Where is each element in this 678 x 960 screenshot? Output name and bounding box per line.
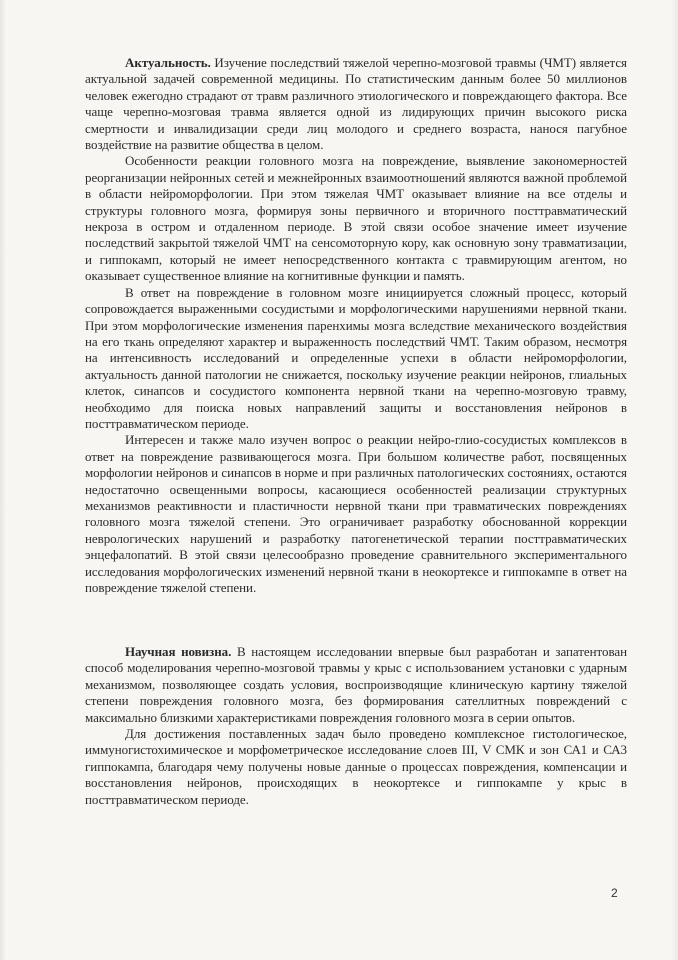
scan-right-edge [671,0,678,960]
section-heading-novelty: Научная новизна. [125,644,232,659]
paragraph-neuro-glio-vascular: Интересен и также мало изучен вопрос о реакции нейро-глио-сосудистых комплексов в ответ на повреждение развивающегося мозга. При большом количестве работ, посвященных морфологии нейронов и синапсов в норме и при различных патологических состояниях, остаются недостаточно освещенными вопросы, касающиеся особенностей реализации структурных механизмов реактивности и пластичности нервной ткани при травматических повреждениях головного мозга тяжелой степени. Это ограничивает разработку обоснованной коррекции неврологических нарушений и разработку патогенетической терапии посттравматических энцефалопатий. В этой связи целесообразно проведение сравнительного экспериментального исследования морфологических изменений нервной ткани в неокортексе и гиппокампе в ответ на повреждение тяжелой степени. [85,432,627,595]
section-novelty [85,644,627,808]
paragraph-brain-reaction: Особенности реакции головного мозга на повреждение, выявление закономерностей реорганизации нейронных сетей и межнейронных взаимоотношений являются важной проблемой в области нейроморфологии. При этом тяжелая ЧМТ оказывает влияние на все отделы и структуры головного мозга, формируя зоны первичного и вторичного посттравматический некроза в остром и отдаленном периоде. В этой связи особое значение имеет изучение последствий закрытой тяжелой ЧМТ на сенсомоторную кору, как основную зону травматизации, и гиппокамп, который не имеет непосредственного контакта с травмирующим агентом, но оказывает существенное влияние на когнитивные функции и память. [85,153,627,284]
paragraph-text: В настоящем исследовании впервые был разработан и запатентован способ моделирования черепно-мозговой травмы у крыс с использованием установки с ударным механизмом, позволяющее создать условия, воспроизводящие клиническую картину тяжелой степени повреждения головного мозга, без формирования сателлитных повреждений с максимально близкими характеристиками повреждения головного мозга в серии опытов. [85,644,627,725]
scan-left-edge [0,0,6,960]
paragraph-text: Изучение последствий тяжелой черепно-мозговой травмы (ЧМТ) является актуальной задачей современной медицины. По статистическим данным более 50 миллионов человек ежегодно страдают от травм различного этиологического и повреждающего фактора. Все чаще черепно-мозговая травма является одной из лидирующих причин высокого риска смертности и инвалидизации среди лиц молодого и среднего возраста, нанося пагубное воздействие на развитие общества в целом. [85,55,627,153]
section-actuality [85,55,627,596]
paragraph-novelty-intro [85,644,627,726]
paragraph-response-process: В ответ на повреждение в головном мозге инициируется сложный процесс, который сопровождается выраженными сосудистыми и морфологическими нарушениями нервной ткани. При этом морфологические изменения паренхимы мозга вследствие механического воздействия на его ткань определяют характер и выраженность последствий ЧМТ. Таким образом, несмотря на интенсивность исследований и определенные успехи в области нейроморфологии, актуальность данной патологии не снижается, поскольку изучение реакции нейронов, глиальных клеток, синапсов и сосудистого компонента нервной ткани на черепно-мозговую травму, необходимо для поиска новых направлений защиты и восстановления нейронов в посттравматическом периоде. [85,284,627,431]
section-heading-actuality: Актуальность. [125,55,211,70]
page-number: 2 [611,886,618,900]
paragraph-actuality-intro [85,55,627,153]
paragraph-methods: Для достижения поставленных задач было проведено комплексное гистологическое, иммуногистохимическое и морфометрическое исследование слоев III, V СМК и зон СА1 и СА3 гиппокампа, благодаря чему получены новые данные о процессах повреждения, компенсации и восстановления нейронов, происходящих в неокортексе и гиппокампе у крыс в посттравматическом периоде. [85,726,627,807]
